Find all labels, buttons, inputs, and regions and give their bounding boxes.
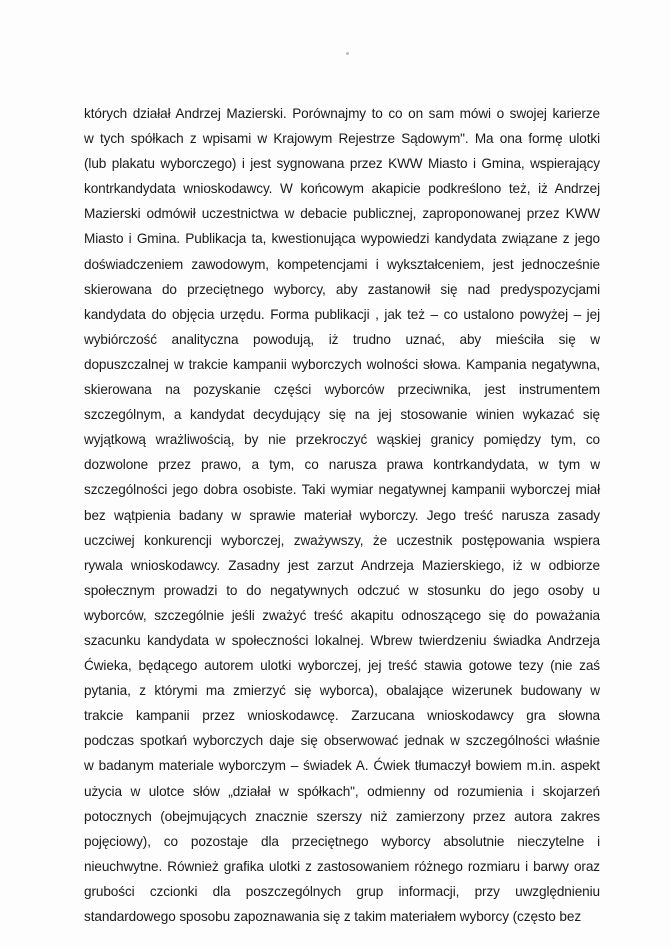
- text-line: bez wątpienia badany w sprawie materiał wyborczy. Jego treść narusza zasady: [84, 507, 600, 523]
- text-line: wyborców, szczególnie jeśli zważyć treść akapitu odnoszącego się do poważania: [84, 607, 600, 623]
- text-line: trakcie kampanii przez wnioskodawcę. Zarzucana wnioskodawcy gra słowna: [84, 708, 600, 724]
- text-line: dozwolone przez prawo, a tym, co narusza prawa kontrkandydata, w tym w: [84, 457, 600, 473]
- text-line: rywala wnioskodawcy. Zasadny jest zarzut Andrzeja Mazierskiego, iż w odbiorze: [84, 557, 600, 573]
- text-line: wybiórczość analityczna powodują, iż trudno uznać, aby mieściła się w: [84, 331, 600, 347]
- text-line: pytania, z którymi ma zmierzyć się wyborca), obalające wizerunek budowany w: [84, 683, 600, 699]
- text-line: dopuszczalnej w trakcie kampanii wyborczych wolności słowa. Kampania negatywna,: [84, 356, 600, 372]
- text-line: doświadczeniem zawodowym, kompetencjami i wykształceniem, jest jednocześnie: [84, 256, 600, 272]
- text-line: których działał Andrzej Mazierski. Porównajmy to co on sam mówi o swojej karierze: [84, 106, 600, 121]
- text-line: podczas spotkań wyborczych daje się obserwować jednak w szczególności właśnie: [84, 733, 600, 749]
- text-line: potocznych (obejmujących znacznie szerszy niż zamierzony przez autora zakres: [84, 808, 600, 824]
- text-line: skierowana na pozyskanie części wyborców przeciwnika, jest instrumentem: [84, 382, 600, 398]
- text-line: społecznym prowadzi to do negatywnych odczuć w stosunku do jego osoby u: [84, 582, 600, 598]
- text-line: nieuchwytne. Również grafika ulotki z zastosowaniem różnego rozmiaru i barwy oraz: [84, 858, 600, 874]
- text-line: wyjątkową wrażliwością, by nie przekroczyć wąskiej granicy pomiędzy tym, co: [84, 432, 600, 448]
- text-line: grubości czcionki dla poszczególnych grup informacji, przy uwzględnieniu: [84, 883, 600, 899]
- text-line: skierowana do przeciętnego wyborcy, aby zastanowił się nad predyspozycjami: [84, 281, 600, 297]
- text-line: kandydata do objęcia urzędu. Forma publikacji , jak też – co ustalono powyżej – jej: [84, 306, 600, 322]
- text-line: szczególności jego dobra osobiste. Taki wymiar negatywnej kampanii wyborczej miał: [84, 482, 600, 498]
- text-line: szacunku kandydata w społeczności lokalnej. Wbrew twierdzeniu świadka Andrzeja: [84, 632, 600, 648]
- text-line: standardowego sposobu zapoznawania się z takim materiałem wyborcy (często bez: [84, 909, 582, 924]
- text-line: pojęciowy), co pozostaje dla przeciętnego wyborcy absolutnie nieczytelne i: [84, 833, 600, 849]
- text-line: Ćwieka, będącego autorem ulotki wyborczej, jej treść stawia gotowe tezy (nie zaś: [84, 658, 600, 674]
- text-line: kontrkandydata wnioskodawcy. W końcowym akapicie podkreślono też, iż Andrzej: [84, 181, 600, 197]
- body-text: [84, 101, 600, 929]
- scan-speck: [346, 52, 349, 55]
- text-line: w badanym materiale wyborczym – świadek A. Ćwiek tłumaczył bowiem m.in. aspekt: [84, 758, 600, 774]
- text-line: Miasto i Gmina. Publikacja ta, kwestionująca wypowiedzi kandydata związane z jego: [84, 231, 600, 247]
- text-line: (lub plakatu wyborczego) i jest sygnowana przez KWW Miasto i Gmina, wspierający: [84, 156, 600, 172]
- text-line: użycia w ulotce słów „działał w spółkach", odmienny od rozumienia i skojarzeń: [84, 783, 600, 799]
- text-line: uczciwej konkurencji wyborczej, zważywszy, że uczestnik postępowania wspiera: [84, 532, 600, 548]
- text-line: szczególnym, a kandydat decydujący się na jej stosowanie winien wykazać się: [84, 407, 600, 423]
- text-line: Mazierski odmówił uczestnictwa w debacie publicznej, zaproponowanej przez KWW: [84, 206, 600, 222]
- text-line: w tych spółkach z wpisami w Krajowym Rejestrze Sądowym". Ma ona formę ulotki: [84, 131, 600, 147]
